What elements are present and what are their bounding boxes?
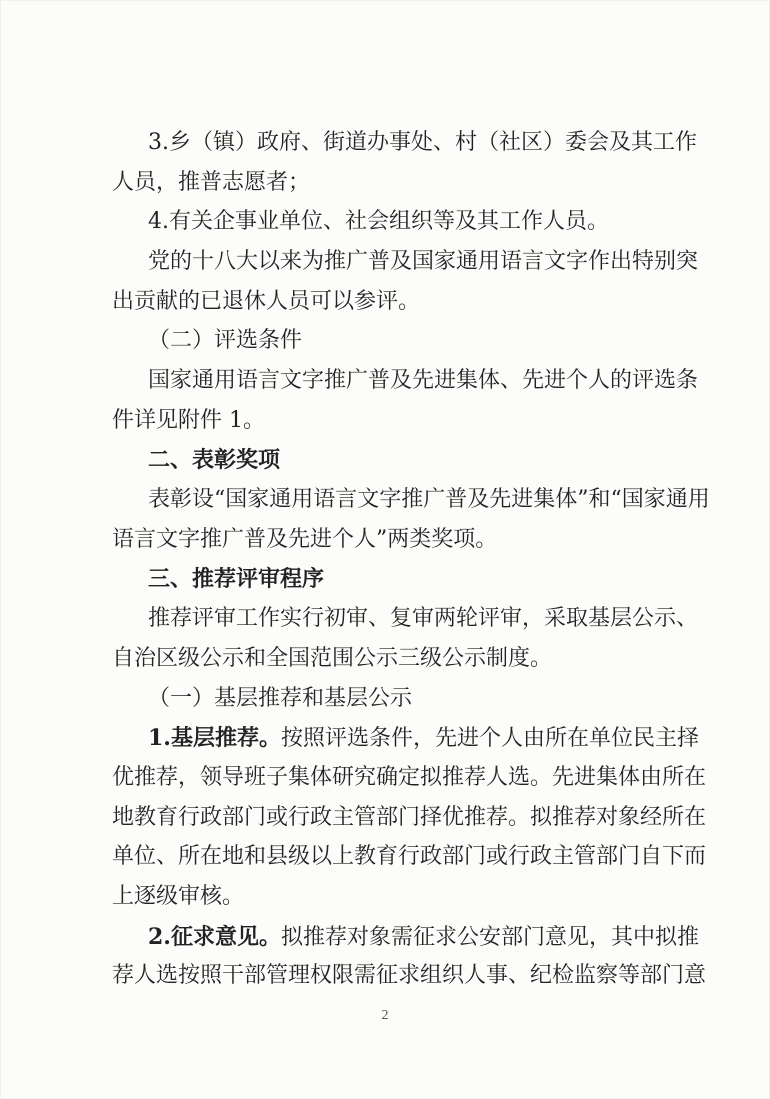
item-lead: 1.基层推荐。 bbox=[148, 725, 281, 751]
paragraph-line: 表彰设“国家通用语言文字推广普及先进集体”和“国家通用 bbox=[148, 487, 710, 512]
paragraph-line: 优推荐，领导班子集体研究确定拟推荐人选。先进集体由所在 bbox=[112, 765, 707, 790]
paragraph-line: 件详见附件 1。 bbox=[112, 408, 265, 433]
paragraph-line: 语言文字推广普及先进个人”两类奖项。 bbox=[112, 527, 498, 552]
paragraph-line: 国家通用语言文字推广普及先进集体、先进个人的评选条 bbox=[148, 368, 699, 393]
paragraph-line: 自治区级公示和全国范围公示三级公示制度。 bbox=[112, 646, 553, 671]
paragraph-line: 人员，推普志愿者； bbox=[112, 170, 311, 195]
paragraph-line: 地教育行政部门或行政主管部门择优推荐。拟推荐对象经所在 bbox=[112, 805, 707, 830]
paragraph-line: 出贡献的已退休人员可以参评。 bbox=[112, 289, 421, 314]
paragraph-line: 4.有关企事业单位、社会组织等及其工作人员。 bbox=[148, 209, 609, 234]
paragraph-line: 推荐评审工作实行初审、复审两轮评审，采取基层公示、 bbox=[148, 606, 699, 631]
page-number: 2 bbox=[381, 1008, 389, 1023]
paragraph-line: 党的十八大以来为推广普及国家通用语言文字作出特别突 bbox=[148, 249, 699, 274]
section-heading: 二、表彰奖项 bbox=[148, 448, 281, 473]
section-heading: 三、推荐评审程序 bbox=[148, 567, 325, 592]
paragraph-line: 2.征求意见。拟推荐对象需征求公安部门意见，其中拟推 bbox=[148, 924, 699, 950]
paragraph-line: 上逐级审核。 bbox=[112, 884, 245, 909]
item-lead: 2.征求意见。 bbox=[148, 924, 281, 950]
paragraph-line: 3.乡（镇）政府、街道办事处、村（社区）委会及其工作 bbox=[148, 130, 697, 155]
section-subheading: （一）基层推荐和基层公示 bbox=[148, 686, 413, 711]
paragraph-line: 1.基层推荐。按照评选条件，先进个人由所在单位民主择 bbox=[148, 725, 699, 751]
paragraph-line: 荐人选按照干部管理权限需征求组织人事、纪检监察等部门意 bbox=[112, 963, 707, 988]
paragraph-line: 单位、所在地和县级以上教育行政部门或行政主管部门自下而 bbox=[112, 844, 707, 869]
section-subheading: （二）评选条件 bbox=[148, 328, 303, 353]
